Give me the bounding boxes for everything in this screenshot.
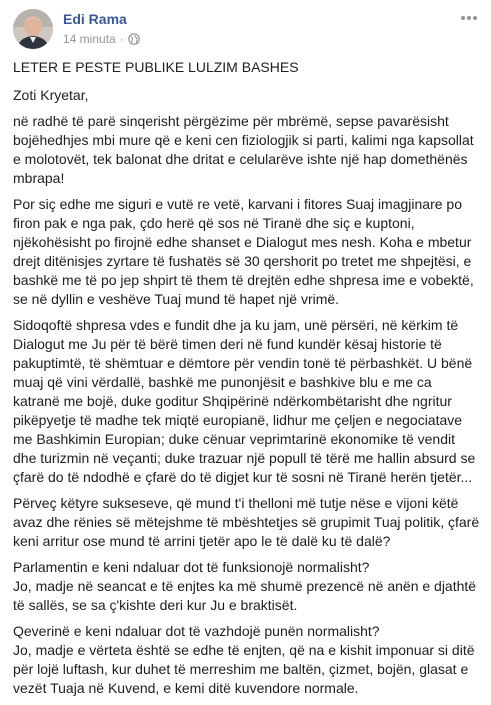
author-name[interactable]: Edi Rama <box>63 11 127 27</box>
post-body <box>13 58 481 705</box>
post-meta <box>63 31 140 49</box>
post-paragraph: Përveç këtyre sukseseve, që mund t'i thelloni më tutje nëse e vijoni këtë avaz dhe rënies së mëtejshme të mbështetjes së grupimit Tuaj politik, çfarë keni arritur ose mund të arrini tjetër apo le të dalë ku të dalë? <box>13 495 480 549</box>
meta-separator: · <box>119 32 124 46</box>
post-header <box>13 9 481 53</box>
post-paragraph: Qeverinë e keni ndaluar dot të vazhdojë punën normalisht? Jo, madje e vërteta është se edhe të enjten, që na e kishit imponuar si ditë për lojë luftash, kur duhet të merreshim me baltën, çizmet, bojën, glasat e vezët Tuaja në Kuvend, e kemi ditë kuvendore normale. <box>13 623 475 696</box>
post-paragraph: në radhë të parë sinqerisht përgëzime për mbrëmë, sepse pavarësisht bojëhedhjes mbi mure që e keni cen fiziologjik si parti, kalimi nga kapsollat e molotovët, tek balonat dhe dritat e celularëve ishte një hap domethënës mbrapa! <box>13 113 474 186</box>
post-title: LETER E PESTE PUBLIKE LULZIM BASHES <box>13 59 299 75</box>
avatar-photo <box>13 9 53 49</box>
post-paragraph: Por siç edhe me siguri e vutë re vetë, karvani i fitores Suaj imagjinare po firon pak e nga pak, çdo herë që sos në Tiranë dhe siç e kuptoni, njëkohësisht po firojnë edhe shanset e Dialogut mes nesh. Koha e mbetur drejt ditënisjes zyrtare të fushatës së 30 qershorit po tretet me shpejtësi, e bashkë me të po jep shpirt të them të drejtën edhe shpresa ime e vobektë, se në dyllin e veshëve Tuaj mund të hapet një vrimë. <box>13 196 474 307</box>
post-paragraph: Sidoqoftë shpresa vdes e fundit dhe ja ku jam, unë përsëri, në kërkim të Dialogut me Ju për të bërë timen deri në fund kundër kësaj historie të pakuptimtë, të shëmtuar e dëmtore për vendin tonë të përbashkët. U bënë muaj që vini vërdallë, bashkë me punonjësit e bashkive blu e me ca katranë me bojë, duke goditur Shqipërinë ndërkombëtarisht dhe ngritur pikëpyetje të madhe tek miqtë europianë, lidhur me çeljen e negociatave me Bashkimin Europian; duke cënuar veprimtarinë ekonomike të vendit dhe turizmin në veçanti; duke trazuar një popull të tërë me hallin absurd se çfarë do të ndodhë e çfarë do të digjet kur të sosni në Tiranë herën tjetër... <box>13 317 476 485</box>
post-timestamp[interactable]: 14 minuta <box>63 32 116 46</box>
author-avatar[interactable] <box>13 9 53 49</box>
more-options-icon[interactable] <box>457 11 481 25</box>
post-salutation: Zoti Kryetar, <box>13 87 89 103</box>
globe-icon[interactable] <box>128 33 140 49</box>
post-paragraph: Parlamentin e keni ndaluar dot të funksionojë normalisht? Jo, madje në seancat e të enjtes ka më shumë prezencë në anën e djathtë të sallës, se sa ç'kishte deri kur Ju e braktisët. <box>13 559 477 613</box>
